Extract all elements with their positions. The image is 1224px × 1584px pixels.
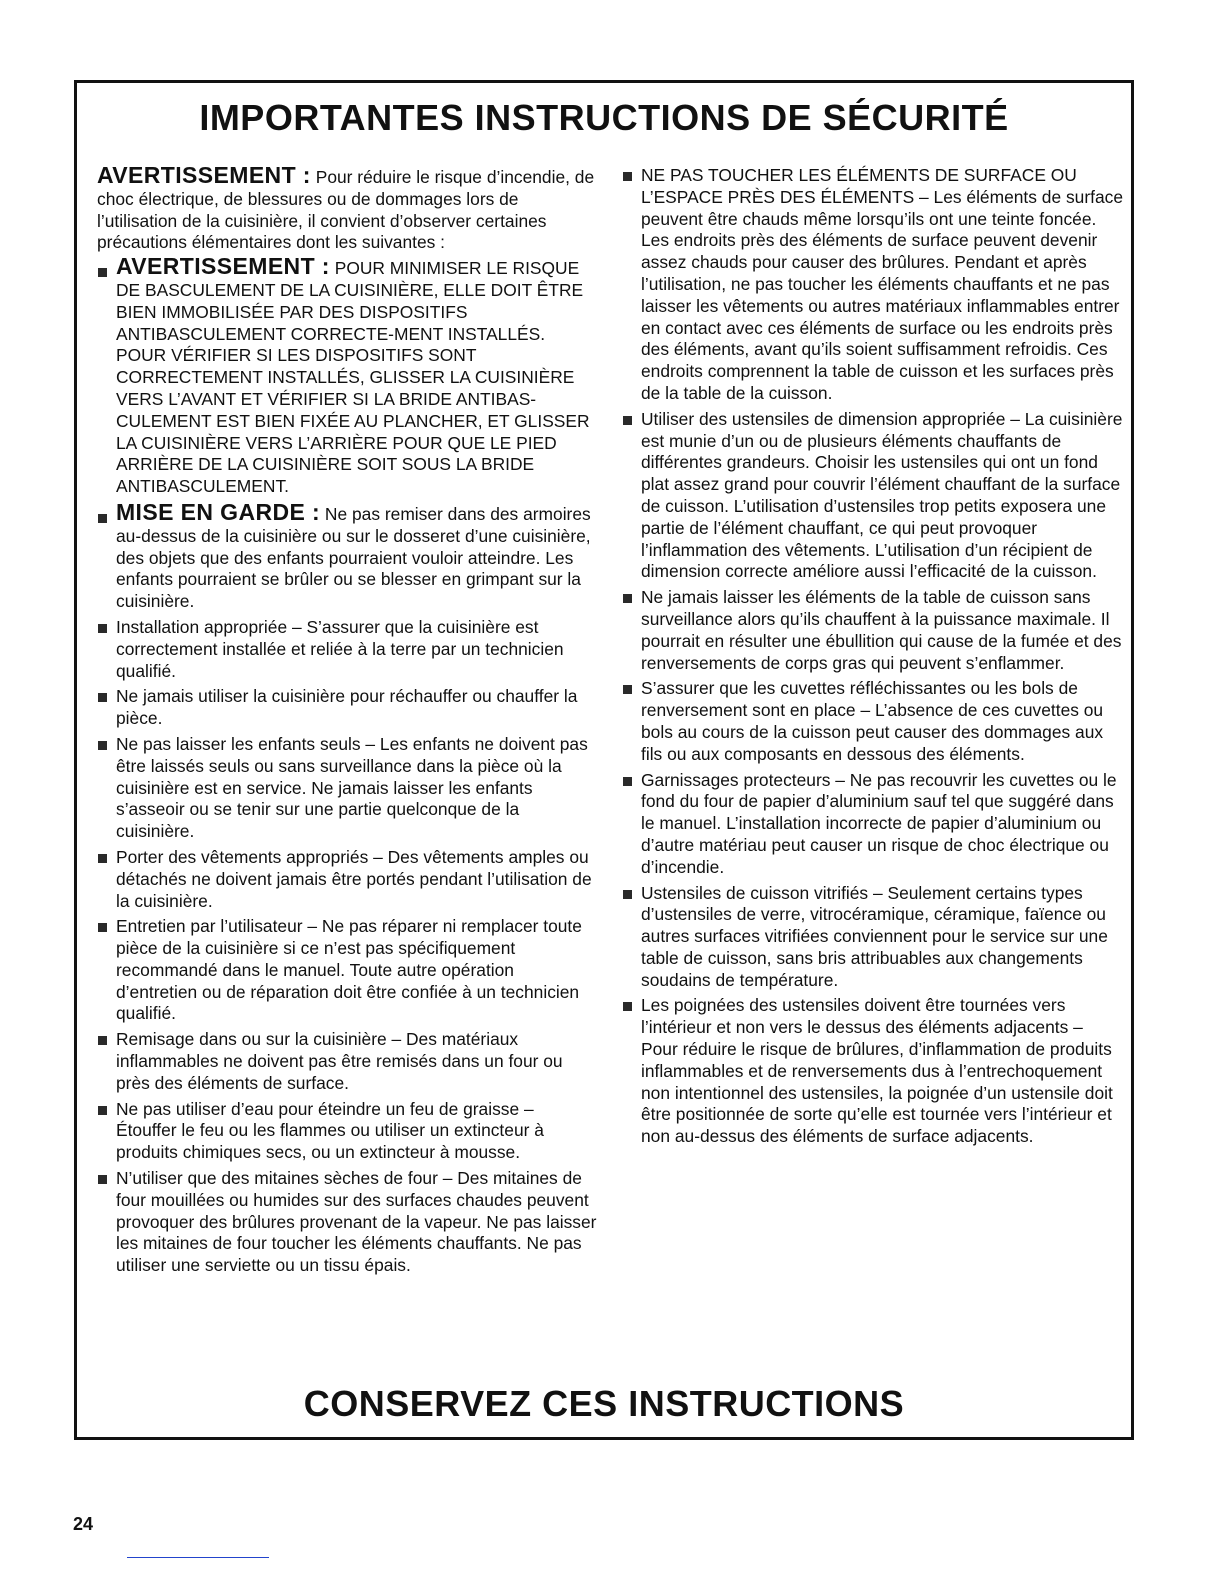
item-text: Ne pas remiser dans des armoires au-dessus de la cuisinière ou sur le dosseret d’une cuisinière, des objets que des enfants pourraient vouloir atteindre. Les enfants pourraient se brûler ou se blesser en grimpant sur la cuisinière. — [116, 503, 591, 612]
list-item — [622, 165, 1124, 405]
item-text: POUR MINIMISER LE RISQUE DE BASCULEMENT DE LA CUISINIÈRE, ELLE DOIT ÊTRE BIEN IMMOBILISÉE PAR DES DISPOSITIFS ANTIBASCULEMENT CORRECTE-MENT INSTALLÉS. POUR VÉRIFIER SI LES DISPOSITIFS SONT CORRECTEMENT INSTALLÉS, GLISSER LA CUISINIÈRE VERS L’AVANT ET VÉRIFIER SI LA BRIDE ANTIBAS-CULEMENT EST BIEN FIXÉE AU PLANCHER, ET GLISSER LA CUISINIÈRE VERS L’ARRIÈRE POUR QUE LE PIED ARRIÈRE DE LA CUISINIÈRE SOIT SOUS LA BRIDE ANTIBASCULEMENT. — [116, 258, 590, 497]
left-column — [97, 162, 597, 1281]
item-text: NE PAS TOUCHER LES ÉLÉMENTS DE SURFACE OU L’ESPACE PRÈS DES ÉLÉMENTS – Les éléments de surface peuvent être chauds même lorsqu’ils ont une teinte foncée. Les endroits près des éléments de surface peuvent devenir assez chauds pour causer des brûlures. Pendant et après l’utilisation, ne pas toucher les éléments chauffants et ne pas laisser les vêtements ou autres matériaux inflammables entrer en contact avec ces éléments de surface ou les endroits près des éléments, avant qu’ils soient suffisamment refroidis. Ces endroits comprennent la table de cuisson et les surfaces près de la table de la cuisson. — [641, 165, 1123, 403]
list-item — [97, 498, 597, 613]
item-text: S’assurer que les cuvettes réfléchissantes ou les bols de renversement sont en place – L’absence de ces cuvettes ou bols au cours de la cuisson peut causer des dommages aux fils ou aux composants en dessous des éléments. — [641, 678, 1104, 764]
item-text: Installation appropriée – S’assurer que la cuisinière est correctement installée et reliée à la terre par un technicien qualifié. — [116, 616, 564, 681]
footer-rule — [127, 1557, 269, 1558]
item-text: Porter des vêtements appropriés – Des vêtements amples ou détachés ne doivent jamais être portés pendant l’utilisation de la cuisinière. — [116, 846, 592, 911]
intro-text: Pour réduire le risque d’incendie, de choc électrique, de blessures ou de dommages lors de l’utilisation de la cuisinière, il convient d’observer certaines précautions élémentaires dont les suivantes : — [97, 167, 595, 253]
list-item — [97, 686, 597, 730]
list-item — [622, 883, 1124, 992]
item-text: Garnissages protecteurs – Ne pas recouvrir les cuvettes ou le fond du four de papier d’aluminium sauf tel que suggéré dans le manuel. L’installation incorrecte de papier d’aluminium ou d’autre matériau peut causer un risque de choc électrique ou d’incendie. — [641, 769, 1117, 877]
intro-warning-lead: AVERTISSEMENT : — [97, 162, 311, 188]
list-item — [622, 678, 1124, 765]
item-text: Utiliser des ustensiles de dimension appropriée – La cuisinière est munie d’un ou de plusieurs éléments chauffants de différentes grandeurs. Choisir les ustensiles qui ont un fond plat assez grand pour couvrir l’élément chauffant de la surface de cuisson. L’utilisation d’ustensiles trop petits exposera une partie de l’élément chauffant, ce qui peut provoquer l’inflammation des vêtements. L’utilisation d’un récipient de dimension correcte améliore aussi l’efficacité de la cuisson. — [641, 408, 1123, 582]
intro-paragraph — [97, 162, 597, 254]
item-text: Ustensiles de cuisson vitrifiés – Seulement certains types d’ustensiles de verre, vitrocéramique, céramique, faïence ou autres surfaces vitrifiées conviennent pour le service sur une table de cuisson, sans bris attribuables aux changements soudains de température. — [641, 882, 1108, 990]
list-item — [97, 617, 597, 682]
list-item — [97, 1029, 597, 1094]
page-number: 24 — [73, 1514, 94, 1534]
list-item — [97, 253, 597, 498]
safety-instructions-box — [74, 80, 1134, 1440]
item-text: Les poignées des ustensiles doivent être tournées vers l’intérieur et non vers le dessus des éléments adjacents – Pour réduire le risque de brûlures, d’inflammation de produits inflammables et de renversements dus à l’entrechoquement non intentionnel des ustensiles, la poignée d’un ustensile doit être positionnée de sorte qu’elle est tournée vers l’intérieur et non au-dessus des éléments de surface adjacents. — [641, 995, 1113, 1147]
list-item — [97, 916, 597, 1025]
list-item — [97, 847, 597, 912]
list-item — [622, 587, 1124, 674]
item-text: Ne pas utiliser d’eau pour éteindre un feu de graisse – Étouffer le feu ou les flammes ou utiliser un extincteur à produits chimiques secs, ou un extincteur à mousse. — [116, 1098, 544, 1163]
item-lead: MISE EN GARDE : — [116, 498, 321, 525]
list-item — [97, 1168, 597, 1277]
right-column — [622, 165, 1124, 1152]
item-text: N’utiliser que des mitaines sèches de four – Des mitaines de four mouillées ou humides sur des surfaces chaudes peuvent provoquer des brûlures provenant de la vapeur. Ne pas laisser les mitaines de four toucher les éléments chauffants. Ne pas utiliser une serviette ou un tissu épais. — [116, 1168, 597, 1276]
save-instructions-title: CONSERVEZ CES INSTRUCTIONS — [303, 1383, 905, 1424]
item-text: Ne jamais laisser les éléments de la table de cuisson sans surveillance alors qu’ils chauffent à la puissance maximale. Il pourrait en résulter une ébullition qui cause de la fumée et des renversements de corps gras qui peuvent s’enflammer. — [641, 587, 1122, 673]
list-item — [622, 995, 1124, 1148]
item-text: Entretien par l’utilisateur – Ne pas réparer ni remplacer toute pièce de la cuisinière si ce n’est pas spécifiquement recommandé dans le manuel. Toute autre opération d’entretien ou de réparation doit être confiée à un technicien qualifié. — [116, 916, 582, 1024]
list-item — [622, 770, 1124, 879]
item-text: Ne pas laisser les enfants seuls – Les enfants ne doivent pas être laissés seuls ou sans surveillance dans la pièce où la cuisinière est en service. Ne jamais laisser les enfants s’asseoir ou se tenir sur une partie quelconque de la cuisinière. — [116, 733, 588, 842]
list-item — [622, 409, 1124, 583]
list-item — [97, 734, 597, 843]
list-item — [97, 1099, 597, 1164]
item-lead: AVERTISSEMENT : — [116, 253, 330, 280]
item-text: Ne jamais utiliser la cuisinière pour réchauffer ou chauffer la pièce. — [116, 686, 578, 729]
item-text: Remisage dans ou sur la cuisinière – Des matériaux inflammables ne doivent pas être remisés dans un four ou près des éléments de surface. — [116, 1029, 563, 1093]
page-title: IMPORTANTES INSTRUCTIONS DE SÉCURITÉ — [199, 97, 1009, 138]
